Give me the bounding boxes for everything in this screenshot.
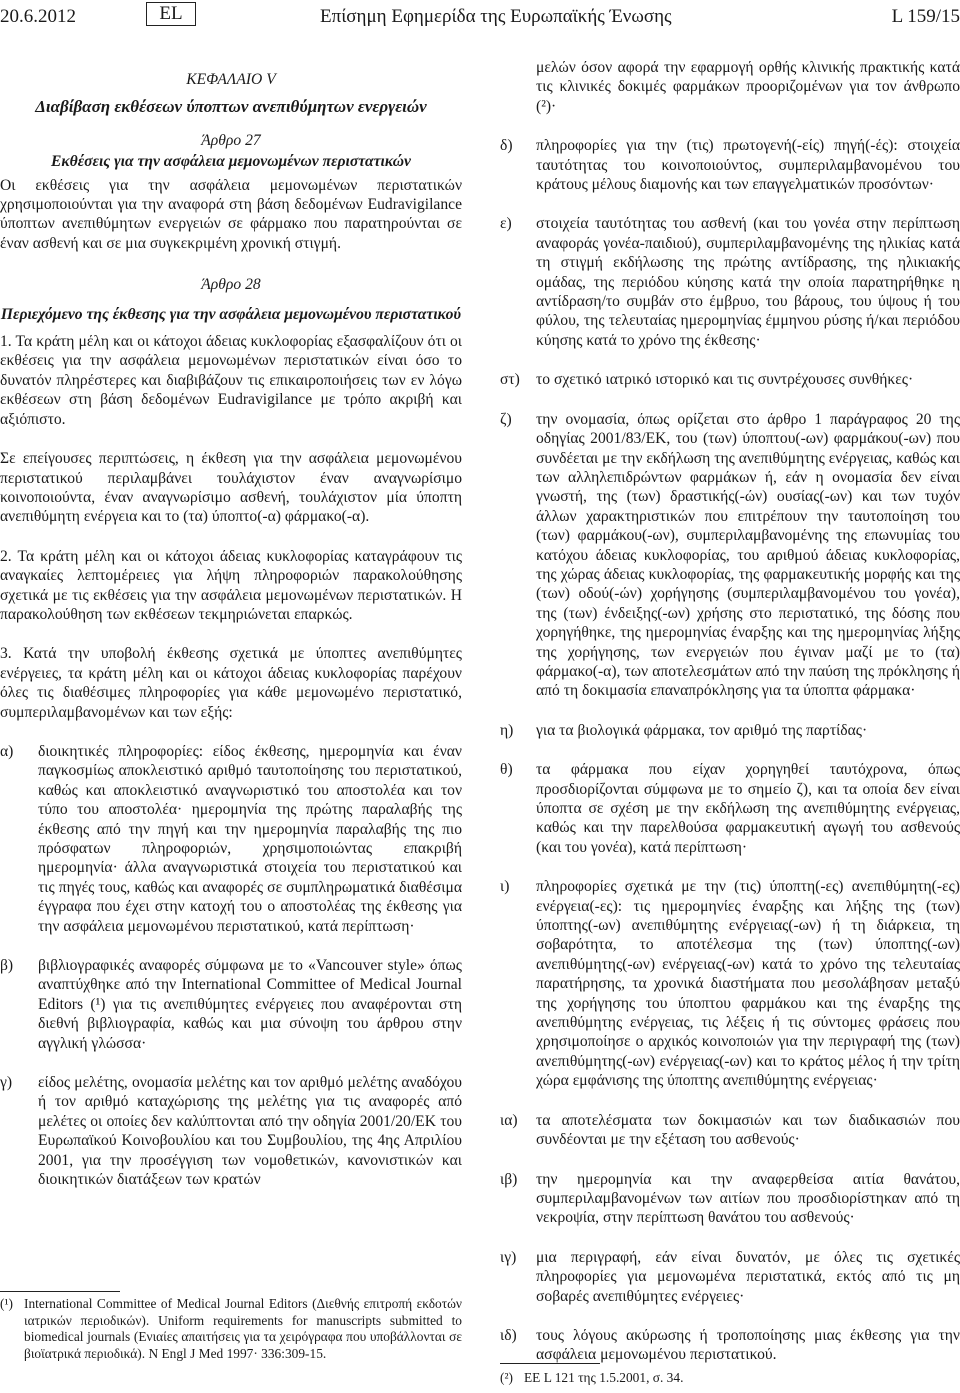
list-item	[500, 1170, 960, 1228]
header-date: 20.6.2012	[0, 6, 76, 27]
list-item-label: β)	[0, 957, 14, 975]
right-column	[500, 58, 960, 1365]
list-item	[500, 214, 960, 350]
list-item-text: μια περιγραφή, εάν είναι δυνατόν, με όλες τις σχετικές πληροφορίες για μεμονωμένα περιστατικά, εκτός από τις μη σοβαρές ανεπιθύμητες ενέργειες·	[536, 1248, 960, 1305]
chapter-heading: ΚΕΦΑΛΑΙΟ V	[186, 71, 276, 88]
list-item-text: είδος μελέτης, ονομασία μελέτης και τον αριθμό μελέτης αναδόχου ή τον αριθμό καταχώρισης της μελέτης για τις αναφορές από μελέτες οι οποίες δεν καλύπτονται από την οδηγία 2001/20/ΕΚ του Ευρωπαϊκού Κοινοβουλίου και του Συμβουλίου, της 4ης Απριλίου 2001, για την προσέγγιση των νομοθετικών, κανονιστικών και διοικητικών διατάξεων των κρατών	[38, 1074, 462, 1189]
footnote-text: International Committee of Medical Journal Editors (Διεθνής επιτροπή εκδοτών ιατρικών περιοδικών). Uniform requirements for manuscripts submitted to biomedical journals (Ενιαίες απαιτήσεις για τα χειρόγραφα που υποβάλλονται σε βιοϊατρικά περιοδικά). N Engl J Med 1997· 336:309-15.	[24, 1296, 462, 1361]
list-item	[500, 1111, 960, 1150]
list-item	[500, 370, 960, 389]
language-badge: EL	[146, 2, 196, 26]
list-item-label: ε)	[500, 215, 512, 233]
left-column	[0, 58, 462, 1190]
list-item	[500, 760, 960, 857]
list-item	[500, 721, 960, 740]
list-item-text: τα αποτελέσματα των δοκιμασιών και των διαδικασιών που συνδέονται με την εξέταση του ασθενούς·	[536, 1111, 960, 1149]
list-item	[500, 877, 960, 1090]
list-item-text: πληροφορίες για την (τις) πρωτογενή(-είς) πηγή(-ές): στοιχεία ταυτότητας του κοινοποιούντος, συμπεριλαμβανομένου του κράτους μέλους διαμονής και των επαγγελματικών προσόντων·	[536, 137, 960, 194]
list-item-text: την ονομασία, όπως ορίζεται στο άρθρο 1 παράγραφος 20 της οδηγίας 2001/83/ΕΚ, του (των) ύποπτου(-ων) φαρμάκου(-ων) που συνδέεται με την εκδήλωση της ανεπιθύμητης ενέργειας, καθώς και των αλληλεπιδρώντων φαρμάκων ή, εάν η ονομασία δεν είναι γνωστή, της (των) δραστικής(-ών) ουσίας(-ων) και των τυχόν άλλων χαρακτηριστικών που επιτρέπουν την ταυτοποίηση του (των) φαρμάκου(-ων), συμπεριλαμβανομένης της επωνυμίας του κατόχου άδειας κυκλοφορίας, του αριθμού άδειας κυκλοφορίας, της χώρας άδειας κυκλοφορίας, της φαρμακευτικής μορφής και της (των) οδού(-ών) χορήγησης (συμπεριλαμβανομένου του γονέα), της (των) ένδειξης(-ων) χρήσης στο περιστατικό, της δόσης που χορηγήθηκε, της ημερομηνίας έναρξης και της ημερομηνίας λήξης της χορήγησης, των ενεργειών που έγιναν μαζί με το (τα) φάρμακο(-α), των αποτελεσμάτων από την παύση της πρόκλησης ή από τη δοκιμασία επαναπρόκλησης για τα ύποπτα φάρμακα·	[536, 410, 960, 700]
footnote-1	[0, 1296, 462, 1362]
footnote-label: (¹)	[0, 1296, 13, 1311]
list-item-text: για τα βιολογικά φάρμακα, τον αριθμό της παρτίδας·	[536, 721, 868, 739]
list-item-label: δ)	[500, 137, 513, 155]
list-item	[500, 410, 960, 701]
paragraph-1-subparagraph: Σε επείγουσες περιπτώσεις, η έκθεση για την ασφάλεια μεμονωμένου περιστατικού περιλαμβάνει τουλάχιστον έναν αναγνωρίσιμο κοινοποιούντα, έναν αναγνωρίσιμο ασθενή, τουλάχιστον μία ύποπτη ανεπιθύμητη ενέργεια και το (τα) ύποπτο(-α) φάρμακο(-α).	[0, 450, 462, 526]
list-item	[0, 956, 462, 1053]
article-27-title: Εκθέσεις για την ασφάλεια μεμονωμένων περιστατικών	[51, 153, 411, 171]
page-header	[0, 0, 960, 34]
list-item-text: τους λόγους ακύρωσης ή τροποποίησης μιας έκθεσης για την ασφάλεια μεμονωμένου περιστατικού.	[536, 1326, 960, 1364]
list-item	[500, 1248, 960, 1306]
list-item	[500, 136, 960, 194]
list-item-label: ια)	[500, 1111, 518, 1129]
article-28-title: Περιεχόμενο της έκθεσης για την ασφάλεια μεμονωμένου περιστατικού	[0, 305, 462, 323]
list-item-text: τα φάρμακα που είχαν χορηγηθεί ταυτόχρονα, όπως προσδιορίζονται σύμφωνα με το σημείο ζ), και τα οποία δεν είναι ύποπτα σε σχέση με την εκδήλωση της ανεπιθύμητης ενέργειας, καθώς και την παρελθούσα φαρμακευτική αγωγή του ασθενούς (και του γονέα), κατά περίπτωση·	[536, 761, 960, 856]
list-item-text: διοικητικές πληροφορίες: είδος έκθεσης, ημερομηνία και έναν παγκοσμίως αποκλειστικό αριθμό ταυτοποίησης του περιστατικού, καθώς και αποκλειστικό αναγνωριστικό του αποστολέα και τον τύπο του αποστολέα· ημερομηνία της πρώτης παραλαβής της έκθεσης από την πηγή και την ημερομηνία παραλαβής της πιο πρόσφατων πληροφοριών, χρησιμοποιώντας επακριβή ημερομηνία· άλλα αναγνωριστικά στοιχεία του περιστατικού και τις πηγές τους, καθώς και αναφορές σε συμπληρωματικά διαθέσιμα έγγραφα που έχει στην κατοχή του ο αποστολέας της έκθεσης για την ασφάλεια μεμονωμένου περιστατικού, κατά περίπτωση·	[38, 742, 462, 935]
list-item-label: θ)	[500, 761, 513, 779]
article-27-heading: Άρθρο 27	[201, 131, 261, 149]
list-item	[0, 1073, 462, 1189]
list-item-label: στ)	[500, 371, 520, 389]
continuation-text: μελών όσον αφορά την εφαρμογή ορθής κλινικής πρακτικής κατά τις κλινικές δοκιμές φαρμάκων προοριζομένων για τον άνθρωπο (²)·	[536, 59, 960, 115]
list-item-label: ιγ)	[500, 1248, 517, 1266]
list-item-label: ι)	[500, 878, 510, 896]
journal-title: Επίσημη Εφημερίδα της Ευρωπαϊκής Ένωσης	[320, 6, 672, 27]
footnote-divider	[0, 1291, 120, 1292]
list-item-label: γ)	[0, 1074, 13, 1092]
paragraph-1: 1. Τα κράτη μέλη και οι κάτοχοι άδειας κυκλοφορίας εξασφαλίζουν ότι οι εκθέσεις για την ασφάλεια μεμονωμένων περιστατικών είναι όσο το δυνατόν πληρέστερες και διαβιβάζουν τις επικαιροποιήσεις των εν λόγω εκθέσεων στη βάση δεδομένων Eudravigilance με τρόπο ακριβή και αξιόπιστο.	[0, 333, 462, 428]
list-item-text: την ημερομηνία και την αναφερθείσα αιτία θανάτου, συμπεριλαμβανομένων των αιτίων που προσδιορίστηκαν από τη νεκροψία, στην περίπτωση θανάτου του ασθενούς·	[536, 1170, 960, 1227]
footnote-divider	[500, 1363, 600, 1364]
article-27-text: Οι εκθέσεις για την ασφάλεια μεμονωμένων περιστατικών χρησιμοποιούνται για την αναφορά στη βάση δεδομένων Eudravigilance ύποπτων ανεπιθύμητων ενεργειών σε φάρμακο που παρατηρούνται σε έναν ασθενή και σε μια συγκεκριμένη χρονική στιγμή.	[0, 176, 462, 252]
chapter-title: Διαβίβαση εκθέσεων ύποπτων ανεπιθύμητων ενεργειών	[35, 97, 427, 117]
paragraph-2: 2. Τα κράτη μέλη και οι κάτοχοι άδειας κυκλοφορίας καταγράφουν τις αναγκαίες λεπτομέρειες για λήψη πληροφοριών παρακολούθησης σχετικά με τις εκθέσεις για την ασφάλεια μεμονωμένων περιστατικών. Η παρακολούθηση των εκθέσεων τεκμηριώνεται επαρκώς.	[0, 547, 462, 623]
list-item-text: βιβλιογραφικές αναφορές σύμφωνα με το «Vancouver style» όπως αναπτύχθηκε από την International Committee of Medical Journal Editors (¹) για τις ανεπιθύμητες ενέργειες που αναφέρονται στη διεθνή βιβλιογραφία, καθώς και μια σύνοψη του άρθρου στην αγγλική γλώσσα·	[38, 957, 462, 1052]
paragraph-3: 3. Κατά την υποβολή έκθεσης σχετικά με ύποπτες ανεπιθύμητες ενέργειες, τα κράτη μέλη και οι κάτοχοι άδειας κυκλοφορίας παρέχουν όλες τις διαθέσιμες πληροφορίες για κάθε μεμονωμένο περιστατικό, συμπεριλαμβανομένων και των εξής:	[0, 645, 462, 721]
list-item-label: η)	[500, 721, 514, 739]
list-item-label: ιβ)	[500, 1170, 518, 1188]
list-item	[500, 1326, 960, 1365]
footnote-label: (²)	[500, 1370, 513, 1385]
list-item-label: ιδ)	[500, 1326, 517, 1344]
page-number: L 159/15	[891, 6, 960, 27]
list-item-label: α)	[0, 742, 14, 760]
list-item-text: το σχετικό ιατρικό ιστορικό και τις συντρέχουσες συνθήκες·	[536, 371, 914, 389]
footnote-text: ΕΕ L 121 της 1.5.2001, σ. 34.	[524, 1370, 684, 1385]
list-item-label: ζ)	[500, 410, 512, 428]
list-item-text: πληροφορίες σχετικά με την (τις) ύποπτη(-ες) ανεπιθύμητη(-ες) ενέργεια(-ες): τις ημερομηνίες έναρξης και λήξης της (των) ύποπτης(-ων) ανεπιθύμητης ενέργειας(-ων) ή τη διάρκεια, τη σοβαρότητα, το αποτέλεσμα της (των) ύποπτης(-ων) ανεπιθύμητης(-ων) ενέργειας(-ων) κατά το χρόνο της τελευταίας παρατήρησης, τα χρονικά διαστήματα που μεσολάβησαν μεταξύ της χορήγησης του ύποπτου φαρμάκου και της έναρξης της ανεπιθύμητης ενέργειας, τις λέξεις ή τις σύντομες φράσεις που χρησιμοποίησε ο αρχικός κοινοποιών για την περιγραφή της (των) ανεπιθύμητης(-ων) ενέργειας(-ων) και το κράτος μέλος ή την τρίτη χώρα εμφάνισης της ύποπτης ανεπιθύμητης ενέργειας·	[536, 878, 960, 1090]
article-28-heading: Άρθρο 28	[201, 276, 261, 294]
footnote-2	[500, 1370, 960, 1387]
list-item	[0, 742, 462, 936]
list-item-text: στοιχεία ταυτότητας του ασθενή (και του γονέα στην περίπτωση αναφοράς γονέα-παιδιού), συμπεριλαμβανομένης της ηλικίας κατά τη στιγμή εκδήλωσης της πρώτης αντίδρασης, της ηλικιακής ομάδας, της περιόδου κύησης κατά την οποία παρατηρήθηκε η αντίδραση/το συμβάν στο έμβρυο, του βάρους, του ύψους ή του φύλου, της τελευταίας ημερομηνίας έμμηνου ρύσης ή/και περιόδου κύησης κατά το χρόνο της έκθεσης·	[536, 215, 960, 349]
